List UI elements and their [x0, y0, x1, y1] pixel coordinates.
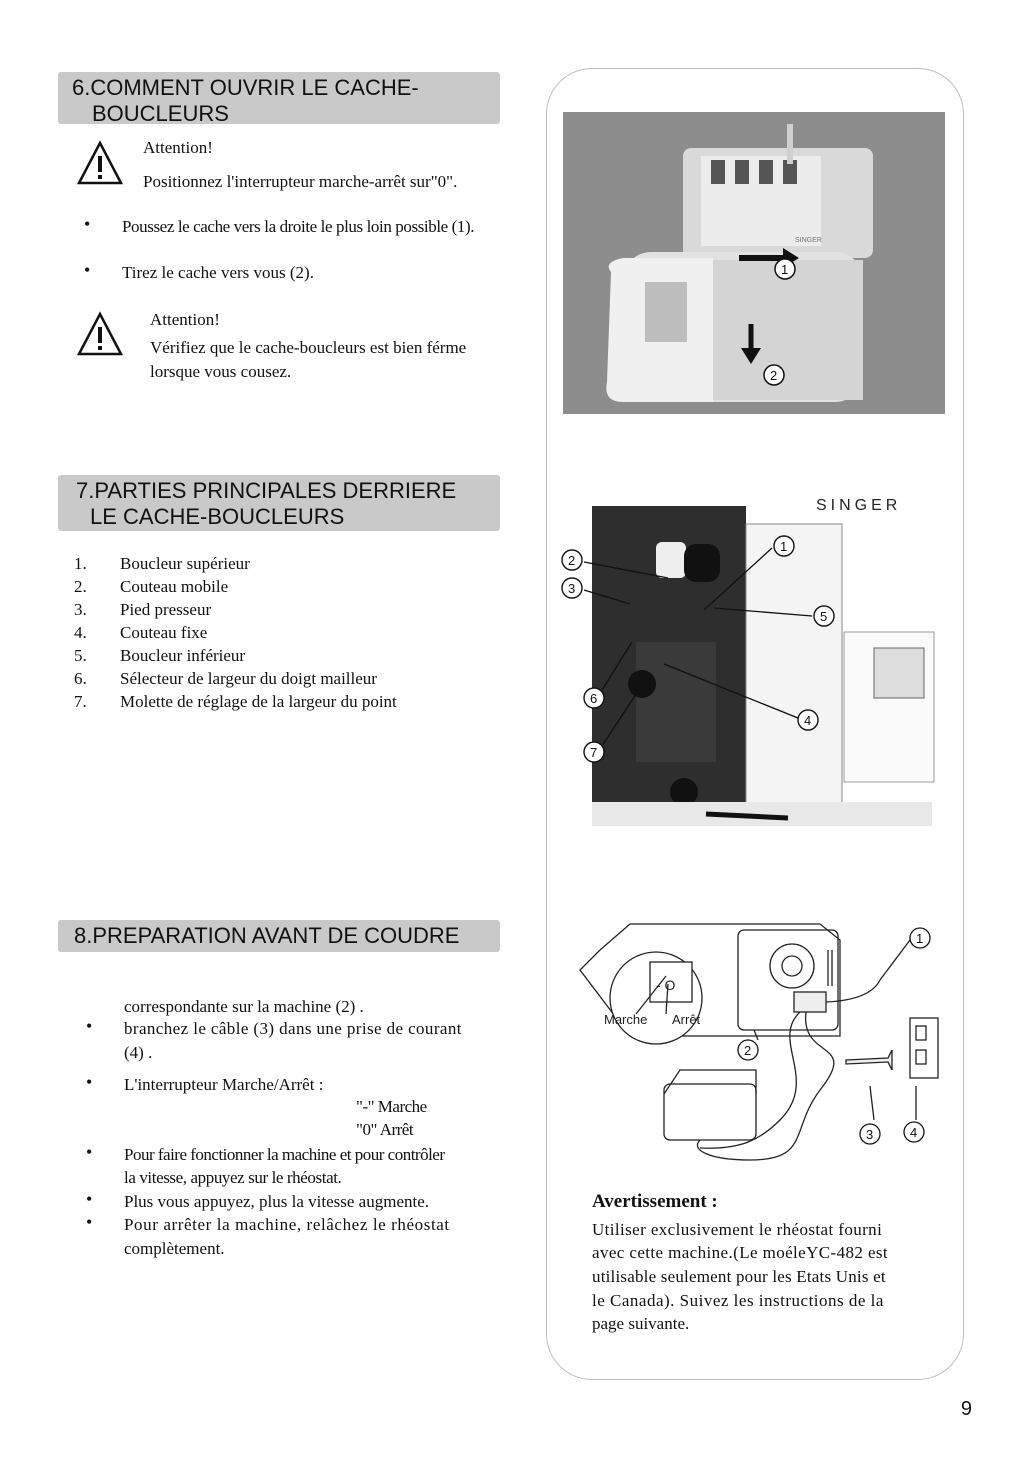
looper-callout-7: 7 — [590, 745, 598, 760]
section-8-bullet-1-line-2: (4) . — [124, 1043, 153, 1062]
looper-callout-1: 1 — [780, 539, 788, 554]
section-7-title-line2: LE CACHE-BOUCLEURS — [90, 504, 345, 529]
looper-callout-5: 5 — [820, 609, 828, 624]
power-callout-1: 1 — [916, 931, 924, 946]
list-item: 5. Boucleur inférieur — [74, 646, 246, 665]
attention-2-line-2: lorsque vous cousez. — [150, 362, 292, 381]
serger-photo — [563, 112, 945, 414]
section-8-bullet-2-line-3: "0" Arrêt — [356, 1120, 414, 1139]
section-8-bullet-2-line-2: "-" Marche — [356, 1097, 427, 1116]
parts-list — [74, 552, 397, 713]
switch-label-on: Marche — [604, 1012, 648, 1027]
section-6-bullet-1: Poussez le cache vers la droite le plus loin possible (1). — [122, 217, 475, 236]
list-item: 3. Pied presseur — [74, 600, 212, 619]
power-callout-3: 3 — [866, 1127, 874, 1142]
section-7-title-line1: 7.PARTIES PRINCIPALES DERRIERE — [76, 478, 457, 503]
section-7-header — [58, 475, 500, 531]
bullet-dot: • — [86, 1072, 93, 1092]
section-6-bullet-2: Tirez le cache vers vous (2). — [122, 263, 314, 282]
photo-1-callout-2: 2 — [770, 368, 778, 383]
list-item: 7. Molette de réglage de la largeur du point — [74, 692, 397, 711]
attention-1-text: Positionnez l'interrupteur marche-arrêt sur"0". — [143, 172, 458, 191]
list-item: 1. Boucleur supérieur — [74, 554, 250, 573]
section-6-title-line2: BOUCLEURS — [92, 101, 229, 126]
warning-title: Avertissement : — [592, 1191, 718, 1212]
power-connection-diagram — [570, 910, 942, 1180]
warning-line-2: avec cette machine.(Le moéleYC-482 est — [592, 1243, 889, 1262]
power-callout-4: 4 — [910, 1125, 918, 1140]
list-item: 2. Couteau mobile — [74, 577, 229, 596]
bullet-dot: • — [86, 1142, 93, 1162]
attention-1-title: Attention! — [143, 138, 213, 157]
warning-triangle-icon — [76, 140, 124, 186]
bullet-dot: • — [84, 260, 91, 280]
list-item: 6. Sélecteur de largeur du doigt mailleur — [74, 669, 377, 688]
section-8-bullet-2-line-1: L'interrupteur Marche/Arrêt : — [124, 1075, 324, 1094]
looper-callout-4: 4 — [804, 713, 812, 728]
bullet-dot: • — [86, 1016, 93, 1036]
warning-line-3: utilisable seulement pour les Etats Unis et — [592, 1267, 886, 1286]
section-8-bullet-4: Plus vous appuyez, plus la vitesse augmente. — [124, 1192, 430, 1211]
section-8-bullet-1-line-1: branchez le câble (3) dans une prise de courant — [124, 1019, 462, 1038]
warning-line-1: Utiliser exclusivement le rhéostat fourni — [592, 1220, 883, 1239]
page-number: 9 — [960, 1398, 972, 1420]
bullet-dot: • — [84, 214, 91, 234]
section-8-header — [58, 920, 500, 952]
looper-callout-6: 6 — [590, 691, 598, 706]
section-6-header — [58, 72, 500, 124]
section-8-bullet-3-line-1: Pour faire fonctionner la machine et pour contrôler — [124, 1145, 445, 1164]
looper-area-photo — [556, 492, 952, 830]
serger-brand: SINGER — [795, 237, 822, 244]
section-8-title: 8.PREPARATION AVANT DE COUDRE — [74, 923, 460, 948]
section-8-line-1: correspondante sur la machine (2) . — [124, 997, 364, 1016]
power-callout-2: 2 — [744, 1043, 752, 1058]
warning-triangle-icon — [76, 311, 124, 357]
section-8-bullet-3-line-2: la vitesse, appuyez sur le rhéostat. — [124, 1168, 342, 1187]
section-8-bullet-5-line-2: complètement. — [124, 1239, 225, 1258]
section-6-title-line1: 6.COMMENT OUVRIR LE CACHE- — [72, 75, 419, 100]
looper-brand: SINGER — [816, 497, 902, 514]
list-item: 4. Couteau fixe — [74, 623, 208, 642]
switch-symbols: - O — [656, 977, 676, 993]
looper-callout-2: 2 — [568, 553, 576, 568]
warning-line-5: page suivante. — [592, 1314, 690, 1333]
warning-line-4: le Canada). Suivez les instructions de la — [592, 1291, 884, 1310]
section-8-bullet-5-line-1: Pour arrêter la machine, relâchez le rhéostat — [124, 1215, 450, 1234]
looper-callout-3: 3 — [568, 581, 576, 596]
bullet-dot: • — [86, 1212, 93, 1232]
switch-label-off: Arrêt — [672, 1012, 701, 1027]
attention-2-title: Attention! — [150, 310, 220, 329]
photo-1-callout-1: 1 — [781, 262, 789, 277]
bullet-dot: • — [86, 1189, 93, 1209]
attention-2-line-1: Vérifiez que le cache-boucleurs est bien férme — [150, 338, 467, 357]
